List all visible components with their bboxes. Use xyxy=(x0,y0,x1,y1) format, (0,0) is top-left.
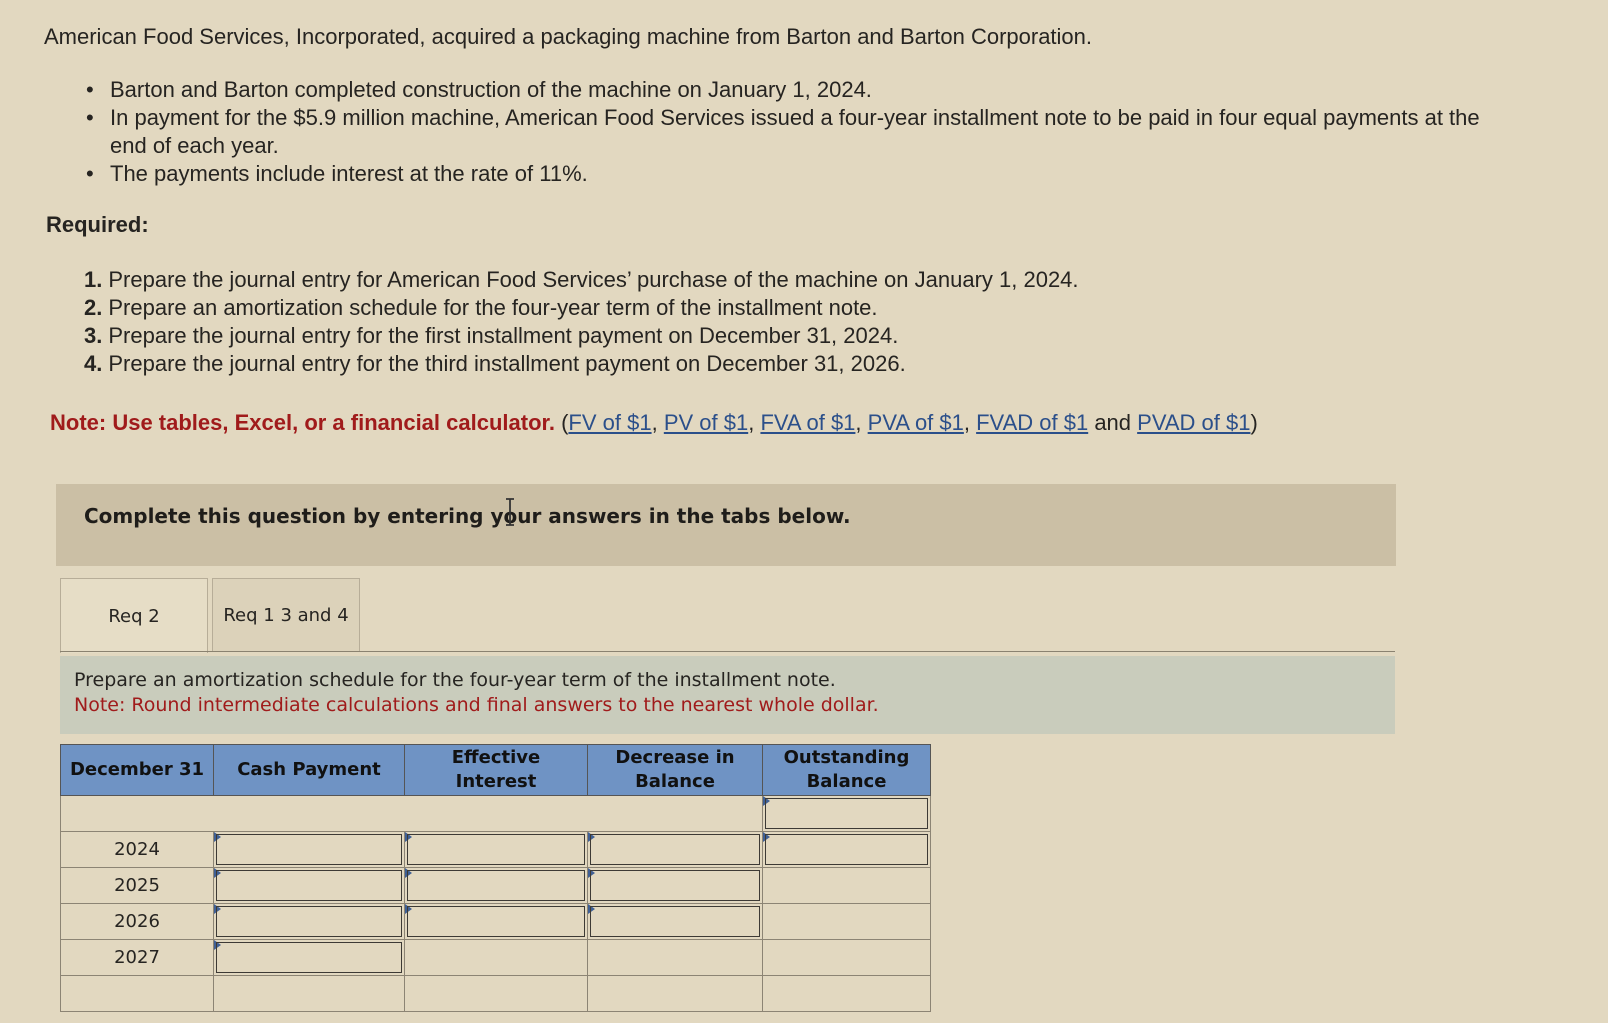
initial-row-blank xyxy=(61,796,763,832)
decrease-in-balance-input[interactable] xyxy=(588,904,763,940)
step-text: Prepare the journal entry for the first installment payment on December 31, 2024. xyxy=(108,323,899,348)
step-2 xyxy=(84,294,1079,322)
step-text: Prepare an amortization schedule for the four-year term of the installment note. xyxy=(108,295,878,320)
step-4 xyxy=(84,350,1079,378)
required-title: Required: xyxy=(46,212,149,237)
step-number: 1. xyxy=(84,267,103,292)
text-cursor-icon xyxy=(504,498,516,526)
effective-interest-input[interactable] xyxy=(405,904,588,940)
header-outstanding-balance: Outstanding Balance xyxy=(763,745,931,796)
table-header-row xyxy=(61,745,931,796)
tab-instructions xyxy=(60,656,1395,734)
link-fv[interactable]: FV of $1 xyxy=(568,410,652,435)
step-1 xyxy=(84,266,1079,294)
cash-payment-input[interactable] xyxy=(214,940,405,976)
required-steps xyxy=(84,266,1079,378)
table-row xyxy=(61,904,931,940)
effective-interest-input[interactable] xyxy=(405,868,588,904)
step-number: 3. xyxy=(84,323,103,348)
banner-text: Complete this question by entering your answers in the tabs below. xyxy=(84,504,851,528)
header-effective-interest: Effective Interest xyxy=(405,745,588,796)
empty-cell xyxy=(405,940,588,976)
outstanding-balance-input[interactable] xyxy=(763,832,931,868)
empty-cell xyxy=(588,940,763,976)
table-row-initial xyxy=(61,796,931,832)
link-pv[interactable]: PV of $1 xyxy=(663,410,749,435)
step-text: Prepare the journal entry for American Food Services’ purchase of the machine on January 1, 2024. xyxy=(108,267,1079,292)
empty-cell xyxy=(763,868,931,904)
empty-cell xyxy=(214,976,405,1012)
problem-intro: American Food Services, Incorporated, acquired a packaging machine from Barton and Barton Corporation. xyxy=(44,24,1093,49)
effective-interest-input[interactable] xyxy=(405,832,588,868)
instruction-text: Prepare an amortization schedule for the four-year term of the installment note. xyxy=(74,669,836,691)
note-line: Note: Use tables, Excel, or a financial calculator. (FV of $1, PV of $1, FVA of $1, PVA of $1, FVAD of $1 and PVAD of $1) xyxy=(50,410,1258,435)
year-cell: 2026 xyxy=(61,904,214,940)
amortization-table xyxy=(60,744,931,1012)
empty-cell xyxy=(763,940,931,976)
step-number: 2. xyxy=(84,295,103,320)
step-text: Prepare the journal entry for the third installment payment on December 31, 2026. xyxy=(108,351,906,376)
tab-divider xyxy=(60,651,1395,652)
step-number: 4. xyxy=(84,351,103,376)
cash-payment-input[interactable] xyxy=(214,904,405,940)
link-pvad[interactable]: PVAD of $1 xyxy=(1137,410,1251,435)
empty-cell xyxy=(588,976,763,1012)
link-fvad[interactable]: FVAD of $1 xyxy=(976,410,1089,435)
bullet-item: • Barton and Barton completed construction of the machine on January 1, 2024. xyxy=(86,76,1506,104)
table-row xyxy=(61,868,931,904)
header-december-31: December 31 xyxy=(61,745,214,796)
problem-bullets xyxy=(86,76,1506,188)
note-label: Note: Use tables, Excel, or a financial calculator. xyxy=(50,410,555,435)
header-cash-payment: Cash Payment xyxy=(214,745,405,796)
decrease-in-balance-input[interactable] xyxy=(588,868,763,904)
year-cell: 2027 xyxy=(61,940,214,976)
rounding-note: Note: Round intermediate calculations and final answers to the nearest whole dollar. xyxy=(74,694,879,716)
initial-balance-input[interactable] xyxy=(763,796,931,832)
empty-cell xyxy=(405,976,588,1012)
decrease-in-balance-input[interactable] xyxy=(588,832,763,868)
bullet-item: • In payment for the $5.9 million machine, American Food Services issued a four-year installment note to be paid in four equal payments at the end of each year. xyxy=(86,104,1506,160)
table-row xyxy=(61,832,931,868)
cash-payment-input[interactable] xyxy=(214,868,405,904)
empty-cell xyxy=(61,976,214,1012)
table-row xyxy=(61,940,931,976)
cash-payment-input[interactable] xyxy=(214,832,405,868)
tab-req-2[interactable]: Req 2 xyxy=(60,578,208,653)
instructions-banner xyxy=(56,484,1396,566)
link-fva[interactable]: FVA of $1 xyxy=(760,410,856,435)
table-row-total xyxy=(61,976,931,1012)
header-decrease-in-balance: Decrease in Balance xyxy=(588,745,763,796)
step-3 xyxy=(84,322,1079,350)
empty-cell xyxy=(763,976,931,1012)
year-cell: 2024 xyxy=(61,832,214,868)
link-pva[interactable]: PVA of $1 xyxy=(867,410,964,435)
tab-req-1-3-and-4[interactable]: Req 1 3 and 4 xyxy=(212,578,360,652)
year-cell: 2025 xyxy=(61,868,214,904)
bullet-item: • The payments include interest at the rate of 11%. xyxy=(86,160,1506,188)
empty-cell xyxy=(763,904,931,940)
